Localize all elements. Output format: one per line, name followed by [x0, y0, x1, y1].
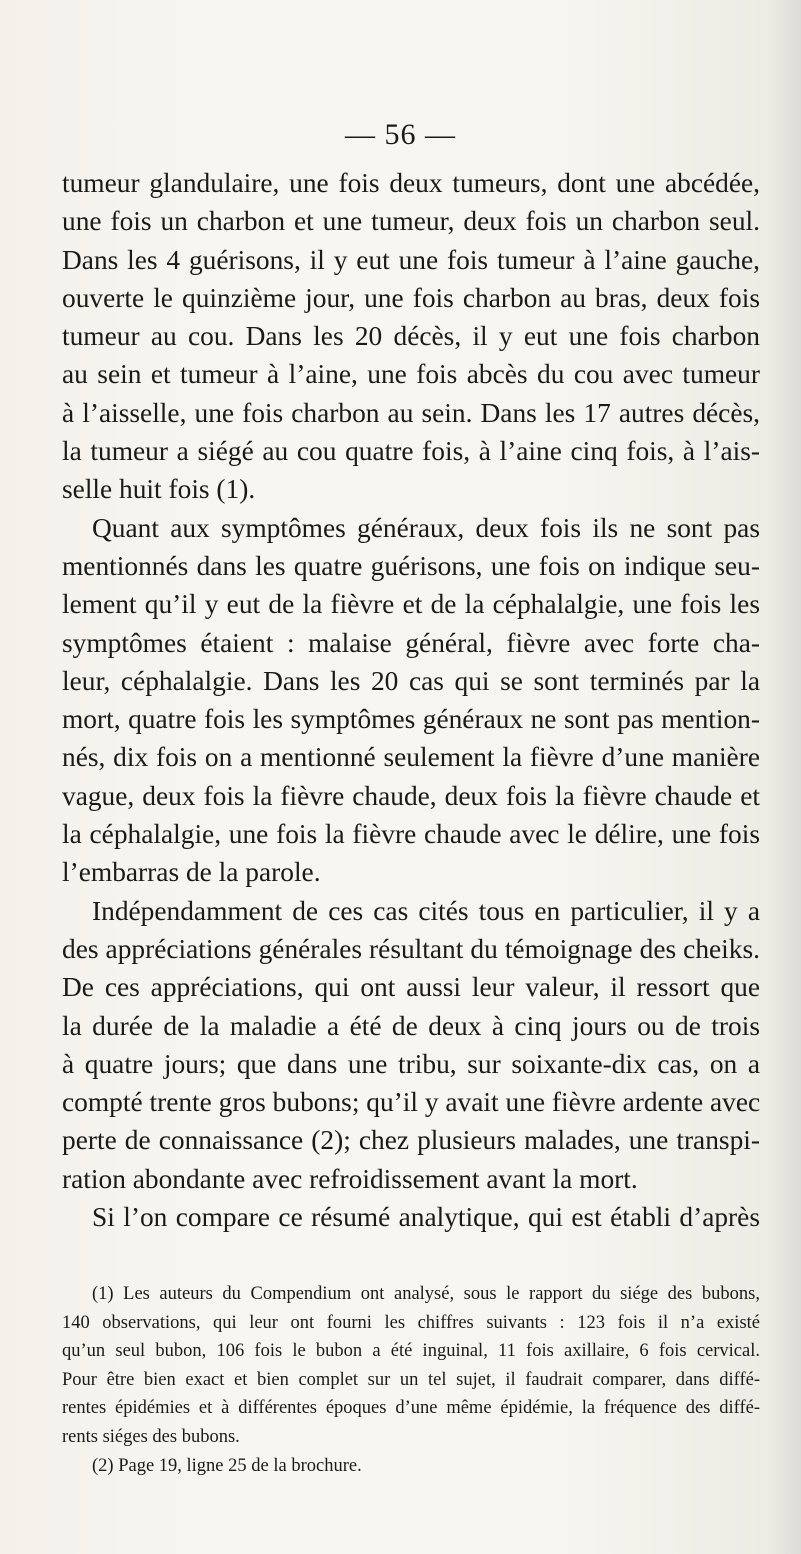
text-line: la céphalalgie, une fois la fièvre chaude avec le délire, une fois — [62, 819, 760, 850]
footnote-line: Pour être bien exact et bien complet sur un tel sujet, il faudrait comparer, dans diffé- — [62, 1369, 760, 1390]
text-line: à l’aisselle, une fois charbon au sein. Dans les 17 autres décès, — [62, 397, 760, 428]
text-line: leur, céphalalgie. Dans les 20 cas qui se sont terminés par la — [62, 665, 760, 696]
text-line: compté trente gros bubons; qu’il y avait une fièvre ardente avec — [62, 1087, 760, 1118]
text-line: perte de connaissance (2); chez plusieurs malades, une transpi- — [62, 1125, 760, 1156]
text-line: l’embarras de la parole. — [62, 857, 321, 888]
text-line: Quant aux symptômes généraux, deux fois ils ne sont pas — [92, 512, 760, 543]
text-line: mort, quatre fois les symptômes généraux ne sont pas mention- — [62, 704, 760, 735]
body-text — [62, 164, 760, 1236]
text-line: symptômes étaient : malaise général, fièvre avec forte cha- — [62, 627, 760, 658]
text-line: Indépendamment de ces cas cités tous en particulier, il y a — [92, 895, 760, 926]
footnote-line: qu’un seul bubon, 106 fois le bubon a été inguinal, 11 fois axillaire, 6 fois cervical. — [62, 1341, 760, 1362]
footnote-line: (1) Les auteurs du Compendium ont analysé, sous le rapport du siége des bubons, — [92, 1284, 760, 1304]
text-line: vague, deux fois la fièvre chaude, deux fois la fièvre chaude et — [62, 780, 760, 811]
text-line: mentionnés dans les quatre guérisons, une fois on indique seu- — [62, 550, 760, 581]
text-line: à quatre jours; que dans une tribu, sur soixante-dix cas, on a — [62, 1048, 760, 1079]
text-line: une fois un charbon et une tumeur, deux fois un charbon seul. — [62, 206, 760, 237]
text-line: au sein et tumeur à l’aine, une fois abcès du cou avec tumeur — [62, 359, 760, 390]
footnote-line: rents siéges des bubons. — [62, 1426, 240, 1447]
text-line: la durée de la maladie a été de deux à cinq jours ou de trois — [62, 1010, 760, 1041]
text-line: De ces appréciations, qui ont aussi leur valeur, il ressort que — [62, 972, 760, 1003]
footnote-line: (2) Page 19, ligne 25 de la brochure. — [92, 1455, 362, 1476]
footnotes — [62, 1280, 760, 1480]
text-line: Si l’on compare ce résumé analytique, qui est établi d’après — [92, 1202, 760, 1233]
text-line: selle huit fois (1). — [62, 474, 256, 505]
footnote-line: 140 observations, qui leur ont fourni les chiffres suivants : 123 fois il n’a existé — [62, 1312, 760, 1333]
text-line: la tumeur a siégé au cou quatre fois, à l’aine cinq fois, à l’ais- — [62, 436, 760, 467]
text-line: tumeur glandulaire, une fois deux tumeurs, dont une abcédée, — [62, 168, 760, 198]
text-line: tumeur au cou. Dans les 20 décès, il y eut une fois charbon — [62, 321, 760, 352]
text-line: ouverte le quinzième jour, une fois charbon au bras, deux fois — [62, 282, 760, 313]
text-line: nés, dix fois on a mentionné seulement la fièvre d’une manière — [62, 742, 760, 773]
text-line: Dans les 4 guérisons, il y eut une fois tumeur à l’aine gauche, — [62, 244, 760, 275]
text-line: ration abondante avec refroidissement avant la mort. — [62, 1163, 638, 1194]
text-line: lement qu’il y eut de la fièvre et de la céphalalgie, une fois les — [62, 589, 760, 620]
page-number: — 56 — — [345, 118, 456, 151]
footnote-line: rentes épidémies et à différentes époques d’une même épidémie, la fréquence des diffé- — [62, 1398, 760, 1419]
text-line: des appréciations générales résultant du témoignage des cheiks. — [62, 933, 760, 964]
